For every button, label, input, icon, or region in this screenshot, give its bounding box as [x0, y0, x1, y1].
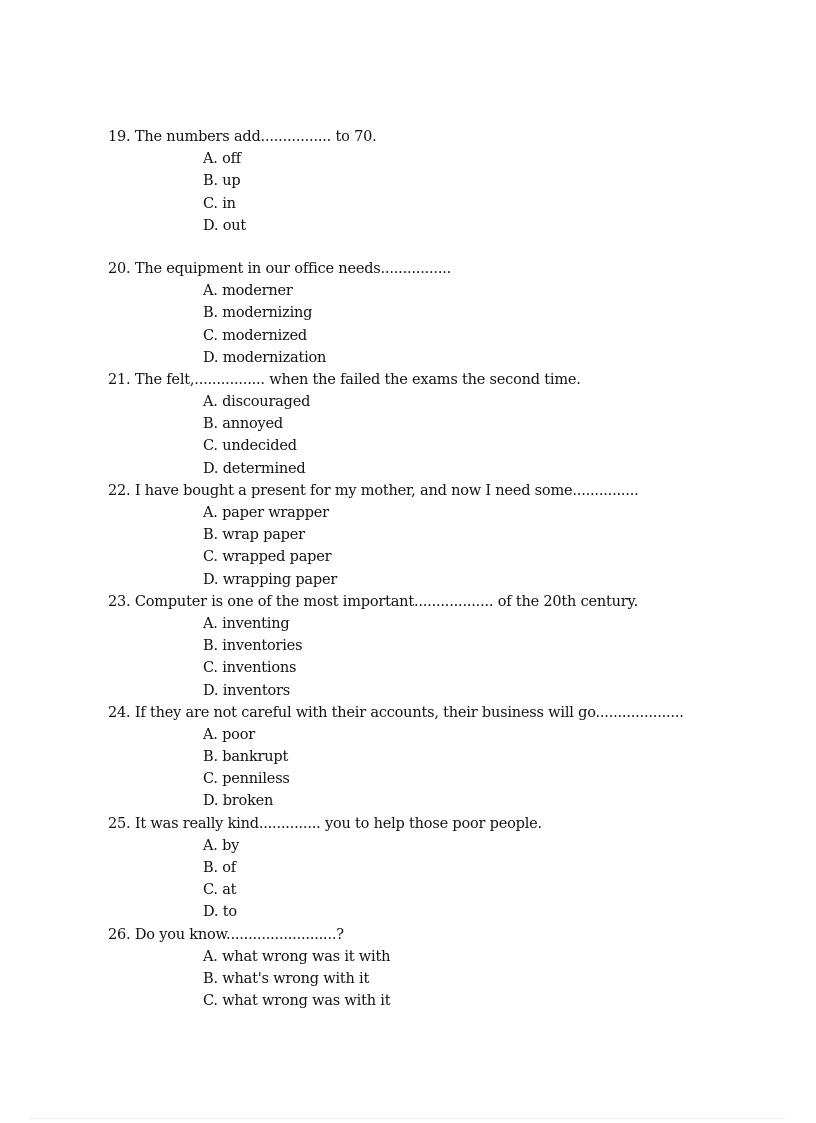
option-b: B. inventories — [203, 638, 303, 655]
option-a: A. what wrong was it with — [203, 948, 391, 965]
option-c: C. at — [203, 882, 237, 899]
question-stem: 21. The felt,................ when the failed the exams the second time. — [108, 371, 581, 388]
question-22 — [108, 480, 748, 591]
option-b: B. wrap paper — [203, 527, 305, 544]
option-c: C. wrapped paper — [203, 549, 332, 566]
option-d: D. determined — [203, 460, 306, 477]
question-stem: 23. Computer is one of the most important.................. of the 20th century. — [108, 593, 639, 610]
option-b: B. up — [203, 173, 241, 190]
option-a: A. off — [203, 151, 241, 168]
option-a: A. poor — [203, 726, 255, 743]
option-c: C. undecided — [203, 438, 297, 455]
option-a: A. discouraged — [203, 394, 311, 411]
question-stem: 25. It was really kind.............. you to help those poor people. — [108, 815, 542, 832]
question-21 — [108, 369, 748, 480]
option-c: C. modernized — [203, 327, 307, 344]
option-d: D. modernization — [203, 349, 327, 366]
option-c: C. penniless — [203, 771, 290, 788]
question-19 — [108, 126, 748, 237]
option-c: C. in — [203, 195, 236, 212]
question-stem: 24. If they are not careful with their accounts, their business will go.................... — [108, 704, 684, 721]
option-b: B. of — [203, 860, 236, 876]
option-a: A. paper wrapper — [203, 505, 329, 521]
option-d: D. out — [203, 217, 247, 234]
option-b: B. bankrupt — [203, 749, 289, 766]
question-stem: 19. The numbers add................ to 70. — [108, 129, 377, 145]
question-stem: 22. I have bought a present for my mother, and now I need some............... — [108, 482, 639, 499]
question-25 — [108, 813, 748, 924]
option-c: C. inventions — [203, 660, 297, 677]
page-bottom-divider — [30, 1118, 786, 1119]
question-26 — [108, 924, 748, 1013]
option-b: B. what's wrong with it — [203, 970, 370, 987]
question-stem: 20. The equipment in our office needs................ — [108, 260, 452, 277]
question-24 — [108, 702, 748, 813]
option-b: B. modernizing — [203, 305, 313, 322]
option-b: B. annoyed — [203, 416, 283, 433]
option-a: A. inventing — [203, 615, 290, 632]
option-d: D. to — [203, 904, 237, 921]
option-c: C. what wrong was with it — [203, 993, 391, 1010]
question-20 — [108, 258, 748, 369]
option-d: D. inventors — [203, 682, 290, 699]
question-list — [108, 126, 748, 1012]
option-a: A. by — [203, 837, 240, 854]
option-d: D. broken — [203, 793, 274, 810]
option-d: D. wrapping paper — [203, 571, 338, 588]
option-a: A. moderner — [203, 283, 293, 300]
question-23 — [108, 591, 748, 702]
question-stem: 26. Do you know.........................? — [108, 926, 344, 943]
